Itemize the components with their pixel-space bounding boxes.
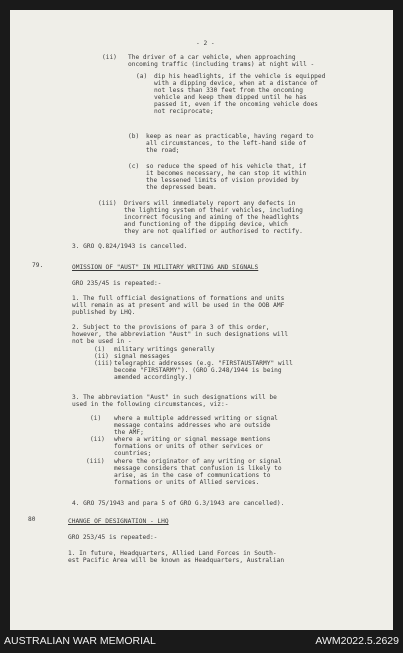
s79-p2-line: however, the abbreviation "Aust" in such designations will	[72, 331, 289, 338]
section-79-number: 79.	[32, 262, 44, 269]
s79-p4: 4. GRO 75/1943 and para 5 of GRO G.3/1943 are cancelled).	[72, 500, 285, 507]
s79-p3-line: used in the following circumstances, viz:-	[72, 401, 229, 408]
sub-a-line: passed it, even if the oncoming vehicle does	[154, 101, 318, 108]
section-80-heading: CHANGE OF DESIGNATION - LHQ	[68, 518, 169, 525]
s79-p3-item-line: where the originator of any writing or signal	[114, 458, 282, 465]
s79-p3-item-line: where a writing or signal message mentions	[114, 436, 271, 443]
para-iii-line: they are not qualified or authorised to rectify.	[124, 228, 303, 235]
s79-p2-item-line: military writings generally	[114, 346, 215, 353]
s79-p2-item-label: (ii)	[94, 353, 109, 360]
para-ii-line: oncoming traffic (including trams) at night will -	[128, 61, 315, 68]
footer-source: AUSTRALIAN WAR MEMORIAL	[4, 635, 156, 647]
section-80-ref: GRO 253/45 is repeated:-	[68, 534, 158, 541]
s79-p3-item-line: message contains addresses who are outside	[114, 422, 271, 429]
para-iii-line: Drivers will immediately report any defects in	[124, 200, 296, 207]
s79-p3-item-line: formations or units of Allied services.	[114, 479, 260, 486]
s79-p3-item-label: (iii)	[86, 458, 105, 465]
s79-p1-line: will remain as at present and will be used in the OOB AMF	[72, 302, 285, 309]
sub-c-line: the lessened limits of vision provided by	[146, 177, 299, 184]
s79-p3-item-line: arise, as in the case of communications to	[114, 472, 271, 479]
sub-c-label: (c)	[128, 163, 140, 170]
s79-p2-item-line: signal messages	[114, 353, 170, 360]
s80-p1-line: est Pacific Area will be known as Headquarters, Australian	[68, 557, 285, 564]
s79-p3-item-label: (ii)	[90, 436, 105, 443]
s80-p1-line: 1. In future, Headquarters, Allied Land Forces in South-	[68, 550, 277, 557]
s79-p2-line: 2. Subject to the provisions of para 3 of this order,	[72, 324, 270, 331]
sub-b-line: all circumstances, to the left-hand side of	[146, 140, 307, 147]
para-ii-line: The driver of a car vehicle, when approaching	[128, 54, 296, 61]
sub-a-line: not less than 330 feet from the oncoming	[154, 87, 304, 94]
s79-p2-item-label: (i)	[94, 346, 106, 353]
s79-p2-item-label: (iii)	[94, 360, 113, 367]
s79-p3-item-line: formations or units of other services or	[114, 443, 264, 450]
footer-reference: AWM2022.5.2629	[315, 635, 399, 647]
sub-a-line: dip his headlights, if the vehicle is equipped	[154, 73, 326, 80]
section-79-ref: GRO 235/45 is repeated:-	[72, 280, 162, 287]
sub-a-line: not reciprocate;	[154, 108, 214, 115]
sub-b-line: the road;	[146, 147, 180, 154]
sub-a-label: (a)	[136, 73, 148, 80]
para-iii-line: and functioning of the dipping device, which	[124, 221, 288, 228]
sub-b-label: (b)	[128, 133, 140, 140]
para-iii-line: incorrect focusing and aiming of the headlights	[124, 214, 300, 221]
s79-p2-item-line: telegraphic addresses (e.g. "FIRSTAUSTARMY" will	[114, 360, 293, 367]
para-iii-numeral: (iii)	[98, 200, 117, 207]
s79-p3-item-label: (i)	[90, 415, 102, 422]
s79-p2-item-line: amended accordingly.)	[114, 374, 193, 381]
s79-p1-line: 1. The full official designations of formations and units	[72, 295, 285, 302]
s79-p1-line: published by LHQ.	[72, 309, 136, 316]
para-ii-numeral: (ii)	[102, 54, 117, 61]
s79-p3-item-line: where a multiple addressed writing or signal	[114, 415, 278, 422]
item-3: 3. GRO Q.824/1943 is cancelled.	[72, 243, 188, 250]
document-page	[10, 10, 393, 630]
section-80-number: 80	[28, 516, 36, 523]
sub-c-line: the depressed beam.	[146, 184, 217, 191]
sub-b-line: keep as near as practicable, having regard to	[146, 133, 314, 140]
s79-p3-item-line: countries;	[114, 450, 152, 457]
sub-c-line: so reduce the speed of his vehicle that, if	[146, 163, 307, 170]
s79-p2-line: not be used in -	[72, 338, 132, 345]
s79-p3-item-line: message considers that confusion is likely to	[114, 465, 282, 472]
sub-a-line: with a dipping device, when at a distance of	[154, 80, 318, 87]
section-79-heading: OMISSION OF "AUST" IN MILITARY WRITING AND SIGNALS	[72, 264, 259, 271]
s79-p3-line: 3. The abbreviation "Aust" in such designations will be	[72, 394, 277, 401]
para-iii-line: the lighting system of their vehicles, including	[124, 207, 303, 214]
s79-p3-item-line: the AMF;	[114, 429, 144, 436]
page-number: - 2 -	[196, 40, 215, 47]
archive-footer	[0, 630, 403, 653]
sub-a-line: vehicle and keep them dipped until he has	[154, 94, 307, 101]
sub-c-line: it becomes necessary, he can stop it within	[146, 170, 307, 177]
s79-p2-item-line: become "FIRSTARMY"). (GRO G.248/1944 is being	[114, 367, 282, 374]
